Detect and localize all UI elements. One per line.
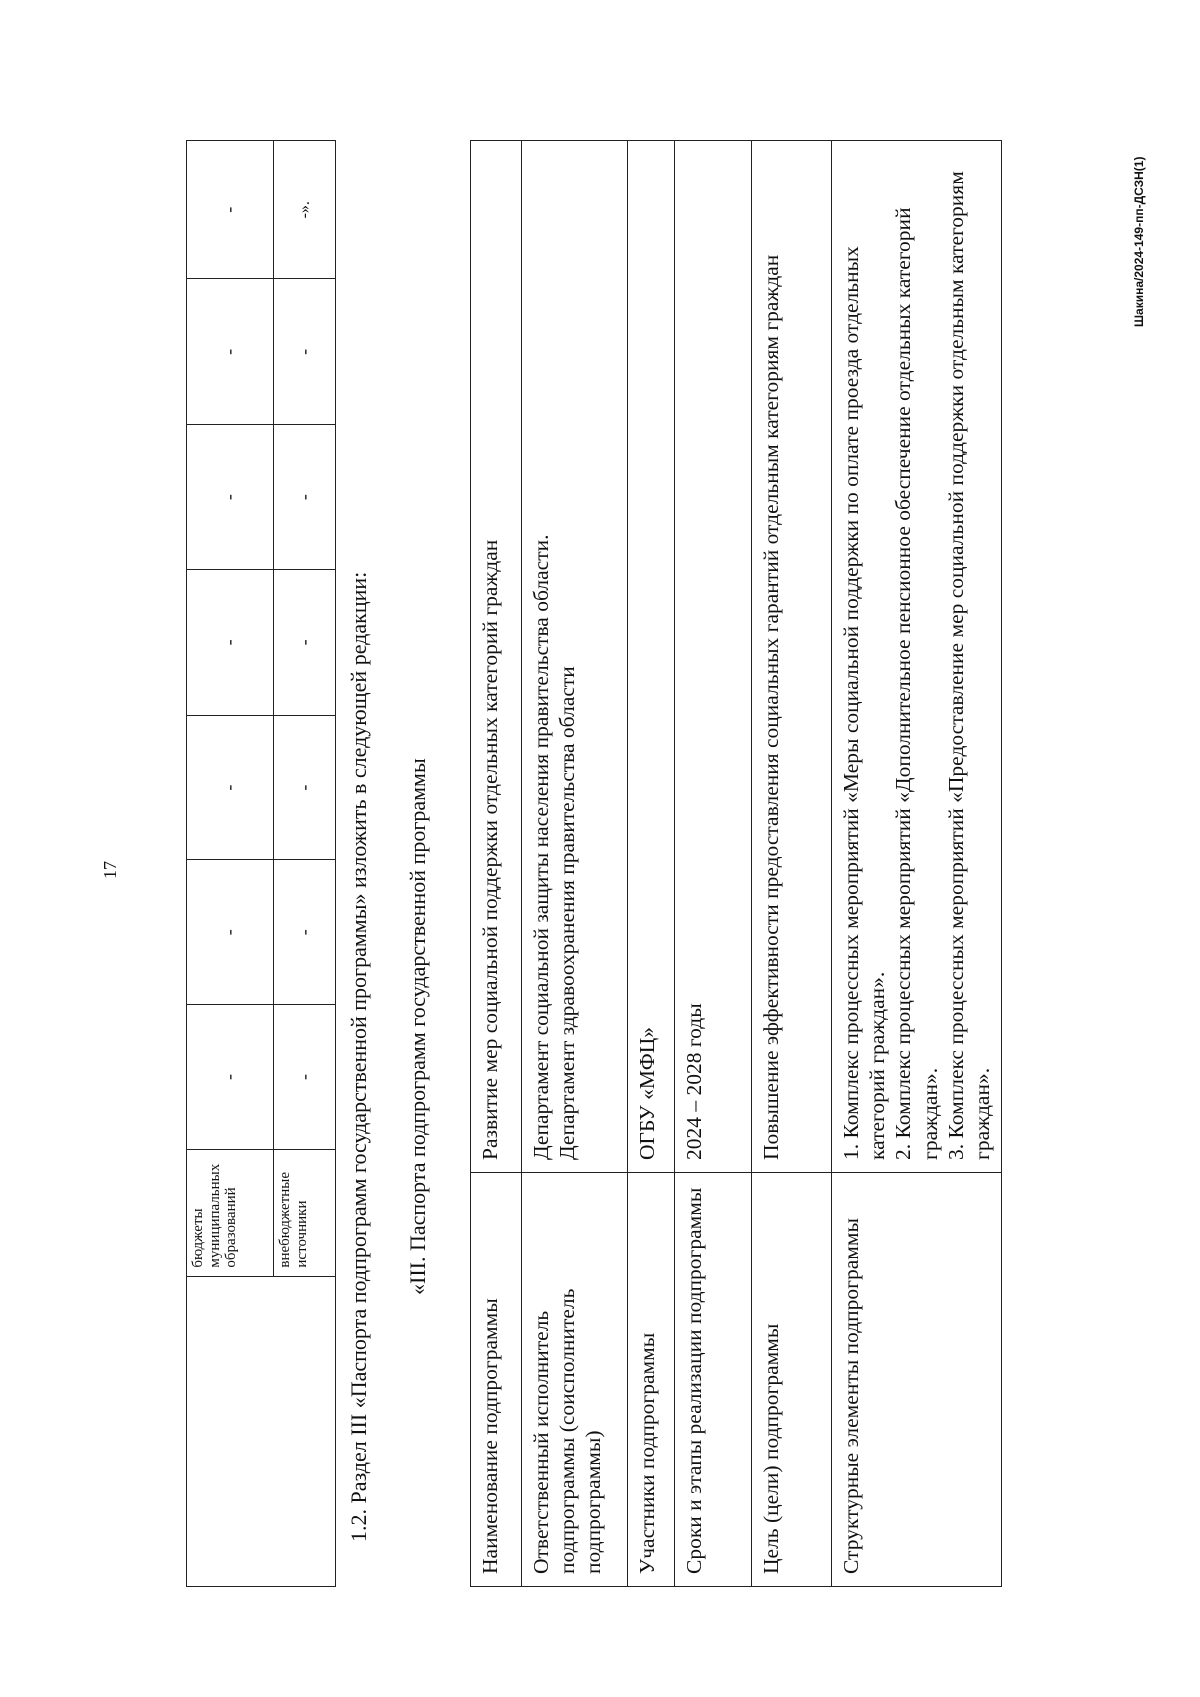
value-cell: - xyxy=(274,569,336,715)
value-cell: - xyxy=(187,569,274,715)
passport-row-goal xyxy=(752,141,832,1587)
passport-label: Цель (цели) подпрограммы xyxy=(752,1173,832,1587)
passport-label: Структурные элементы подпрограммы xyxy=(832,1173,1002,1587)
passport-value-line: Департамент социальной защиты населения правительства области. xyxy=(529,534,553,1160)
value-cell-end: -». xyxy=(274,141,336,279)
source-label: внебюджетные источники xyxy=(274,1149,336,1276)
value-cell: - xyxy=(274,425,336,570)
passport-row-participants xyxy=(628,141,675,1587)
passport-row-structure xyxy=(832,141,1002,1587)
page-number: 17 xyxy=(100,861,120,879)
amendment-instruction: 1.2. Раздел III «Паспорта подпрограмм государственной программы» изложить в следующей редакции: xyxy=(346,571,371,1542)
value-cell: - xyxy=(187,860,274,1005)
subprogram-passport-table xyxy=(470,140,1002,1587)
structure-item: 3. Комплекс процессных мероприятий «Предоставление мер социальной поддержки отдельным категориям граждан». xyxy=(943,171,995,1160)
passport-value: Развитие мер социальной поддержки отдельных категорий граждан xyxy=(471,141,522,1173)
value-cell: - xyxy=(274,715,336,860)
value-cell: - xyxy=(274,860,336,1005)
passport-value-line: Департамент здравоохранения правительства области xyxy=(555,666,580,1160)
structure-item: 1. Комплекс процессных мероприятий «Меры социальной поддержки по оплате проезда отдельных категорий граждан». xyxy=(839,246,890,1160)
financing-row-municipal xyxy=(187,141,274,1587)
document-code: Шакина/2024-149-пп-ДСЗН(1) xyxy=(1132,156,1146,327)
value-cell: - xyxy=(274,279,336,425)
passport-row-name xyxy=(471,141,522,1587)
source-label: бюджеты муниципальных образований xyxy=(187,1149,274,1276)
financing-table-fragment xyxy=(186,140,336,1587)
passport-value: Повышение эффективности предоставления социальных гарантий отдельным категориям граждан xyxy=(752,141,832,1173)
passport-label: Ответственный исполнитель подпрограммы (соисполнитель подпрограммы) xyxy=(522,1173,628,1587)
passport-label: Участники подпрограммы xyxy=(628,1173,675,1587)
value-cell: - xyxy=(187,141,274,279)
passport-label: Сроки и этапы реализации подпрограммы xyxy=(675,1173,752,1587)
passport-value xyxy=(522,141,628,1173)
value-cell: - xyxy=(274,1005,336,1150)
passport-value: ОГБУ «МФЦ» xyxy=(628,141,675,1173)
value-cell: - xyxy=(187,279,274,425)
structure-item: 2. Комплекс процессных мероприятий «Дополнительное пенсионное обеспечение отдельных категорий граждан». xyxy=(891,207,942,1160)
value-cell: - xyxy=(187,1005,274,1150)
passport-label: Наименование подпрограммы xyxy=(471,1173,522,1587)
section-heading: «III. Паспорта подпрограмм государственной программы xyxy=(405,758,430,1295)
value-cell: - xyxy=(187,425,274,570)
empty-cell xyxy=(187,1276,336,1586)
passport-value xyxy=(832,141,1002,1173)
passport-row-executor xyxy=(522,141,628,1587)
value-cell: - xyxy=(187,715,274,860)
passport-value: 2024 – 2028 годы xyxy=(675,141,752,1173)
passport-row-terms xyxy=(675,141,752,1587)
